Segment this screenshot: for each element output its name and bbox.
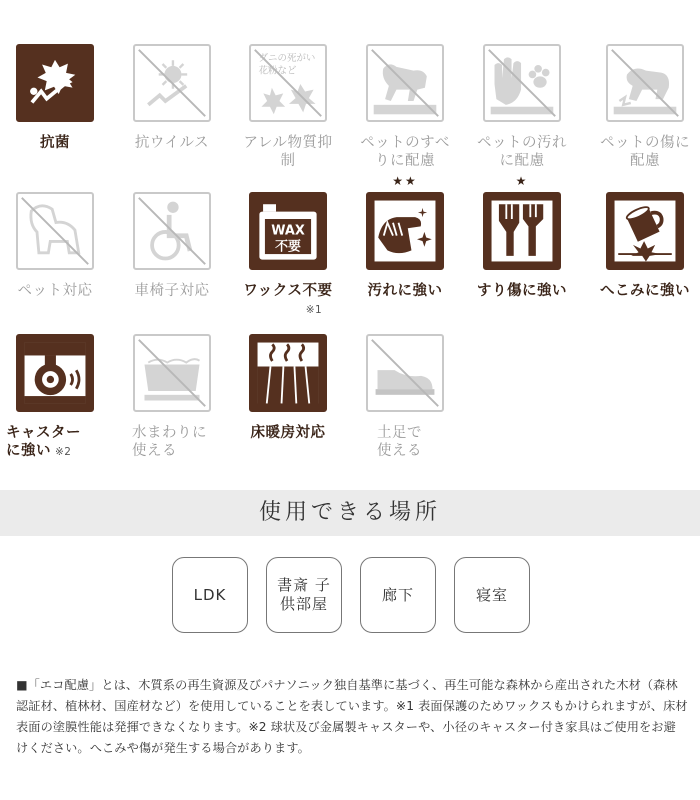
feature-shoes-on — [350, 334, 460, 460]
footnote-text: ■「エコ配慮」とは、木質系の再生資源及びパナソニック独自基準に基づく、再生可能な森林から産出された木材（森林認証材、植林材、国産材など）を使用していることを表しています。※1 表面保護のためワックスもかけられますが、床材表面の塗膜性能は発揮できなくなります。※2 球状及び金属製キャスターや、小径のキャスター付き家具はご使用をお避けください。へこみや傷が発生する場合があります。 — [16, 678, 688, 755]
feature-pet-stain — [467, 44, 577, 170]
svg-text:ダニの死がい: ダニの死がい — [258, 53, 316, 65]
feature-label: 土足で使える — [377, 425, 422, 459]
room-label: 廊下 — [381, 585, 414, 604]
feature-label: 車椅子対応 — [134, 283, 210, 299]
feature-label: キャスターに強い — [6, 425, 81, 459]
virus-shield-icon — [133, 44, 211, 122]
caster-icon — [16, 334, 94, 412]
feature-wax-free — [233, 192, 343, 319]
section-header — [0, 490, 700, 536]
water-icon — [133, 334, 211, 412]
footnote-marker: ※1 — [305, 304, 323, 316]
dog-icon — [16, 192, 94, 270]
room-ldk — [172, 557, 248, 633]
feature-pet-scratch — [590, 44, 700, 170]
feature-label: ペットの傷に配慮 — [600, 135, 690, 169]
feature-label: 抗菌 — [40, 135, 70, 151]
feature-label: 汚れに強い — [367, 283, 443, 299]
allergen-icon — [249, 44, 327, 122]
room-label: LDK — [193, 585, 227, 604]
shoe-icon — [366, 334, 444, 412]
room-study — [266, 557, 342, 633]
feature-antiviral — [117, 44, 227, 152]
feature-label: ペットの汚れに配慮 — [477, 135, 567, 169]
feature-antibacterial — [0, 44, 110, 152]
feature-label: すり傷に強い — [477, 283, 567, 299]
dent-mug-icon — [606, 192, 684, 270]
feature-floor-heating — [233, 334, 343, 442]
feature-stain-resistant — [350, 174, 460, 300]
floor-heating-icon — [249, 334, 327, 412]
feature-caster-resistant — [0, 334, 110, 461]
feature-pet-slip — [350, 44, 460, 170]
svg-text:不要: 不要 — [275, 239, 301, 255]
room-label: 寝室 — [475, 585, 508, 604]
feature-dent-resistant — [590, 192, 700, 300]
feature-label: ペット対応 — [17, 283, 93, 299]
pet-scratch-icon — [606, 44, 684, 122]
wheelchair-icon — [133, 192, 211, 270]
feature-wheelchair — [117, 192, 227, 300]
room-label: 書斎 子供部屋 — [277, 576, 331, 613]
section-title: 使用できる場所 — [258, 500, 441, 525]
rating-stars: ★★ — [392, 174, 418, 188]
feature-label: ペットのすべりに配慮 — [360, 135, 450, 169]
dog-slip-icon — [366, 44, 444, 122]
feature-allergen — [233, 44, 343, 170]
feature-scratch-resistant — [467, 174, 577, 300]
rating-stars: ★ — [515, 174, 529, 188]
footnote-marker: ※2 — [55, 446, 72, 458]
bacteria-shield-icon — [16, 44, 94, 122]
svg-text:花粉など: 花粉など — [258, 65, 297, 77]
feature-label: アレル物質抑制 — [243, 135, 333, 169]
feature-pet — [0, 192, 110, 300]
feature-wet-area — [117, 334, 227, 460]
room-bedroom — [454, 557, 530, 633]
feature-label: ワックス不要 — [243, 283, 333, 299]
stain-wipe-icon — [366, 192, 444, 270]
feature-label: 床暖房対応 — [250, 425, 326, 441]
feature-label: 水まわりに使える — [132, 425, 207, 459]
scratch-icon — [483, 192, 561, 270]
wax-free-icon — [249, 192, 327, 270]
svg-text:WAX: WAX — [271, 223, 305, 239]
feature-label: へこみに強い — [600, 283, 690, 299]
feature-label: 抗ウイルス — [134, 135, 210, 151]
paw-hand-icon — [483, 44, 561, 122]
room-hallway — [360, 557, 436, 633]
